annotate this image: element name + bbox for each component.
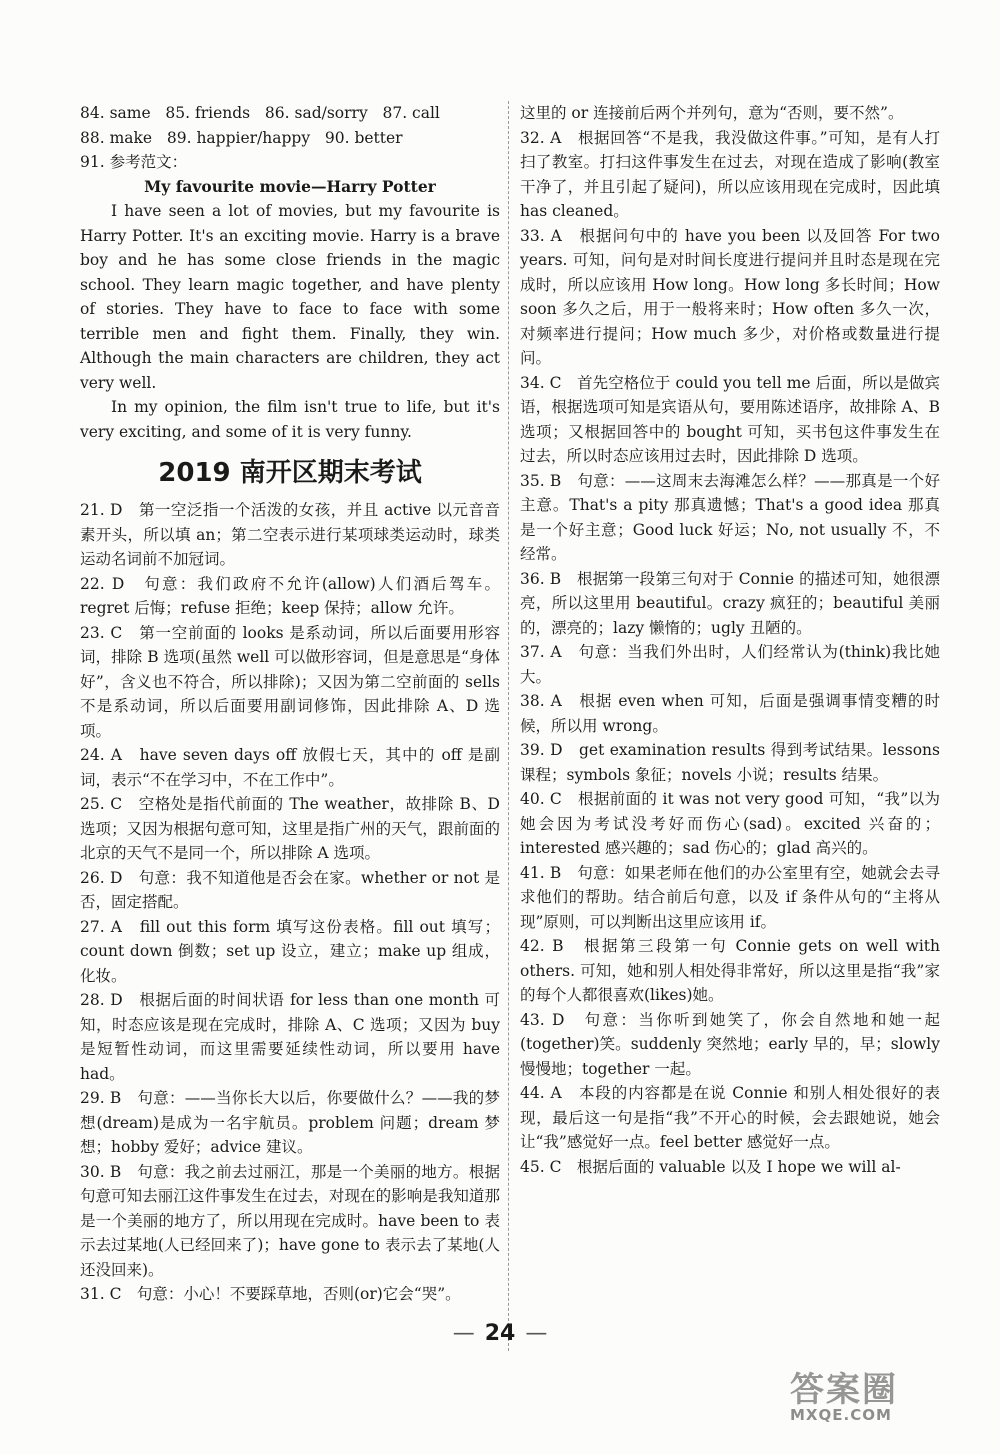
answer-item: 23. C 第一空前面的 looks 是系动词，所以后面要用形容词，排除 B 选项(虽然 well 可以做形容词，但是意思是“身体好”，含义也不符合，所以排除)；又因为第二空前面的 sells 不是系动词，所以后面要用副词修饰，因此排除 A、D 选项。	[80, 623, 500, 740]
answer-item: 这里的 or 连接前后两个并列句，意为“否则，要不然”。	[520, 104, 904, 122]
page-number	[0, 1322, 1000, 1347]
column-divider	[508, 101, 509, 1351]
answer-item: 29. B 句意：——当你长大以后，你要做什么？——我的梦想(dream)是成为一名宇航员。problem 问题；dream 梦想；hobby 爱好；advice 建议。	[80, 1089, 500, 1156]
answer-line: 91. 参考范文：	[80, 153, 188, 171]
answer-item: 43. D 句意：当你听到她笑了，你会自然地和她一起(together)笑。suddenly 突然地；early 早的，早；slowly 慢慢地；together 一起。	[520, 1010, 940, 1078]
answer-item: 25. C 空格处是指代前面的 The weather，故排除 B、D 选项；又因为根据句意可知，这里是指广州的天气，跟前面的北京的天气不是同一个，所以排除 A 选项。	[80, 795, 500, 862]
dash-left: —	[452, 1321, 475, 1346]
answer-item: 41. B 句意：如果老师在他们的办公室里有空，她就会去寻求他们的帮助。结合前后句意，以及 if 条件从句的“主将从现”原则，可以判断出这里应该用 if。	[520, 863, 940, 931]
left-column	[80, 101, 500, 1307]
answer-item: 37. A 句意：当我们外出时，人们经常认为(think)我比她大。	[520, 643, 940, 686]
answer-item: 22. D 句意：我们政府不允许(allow)人们酒后驾车。regret 后悔；refuse 拒绝；keep 保持；allow 允许。	[80, 574, 500, 617]
watermark-cn: 答案圈	[790, 1370, 898, 1410]
answer-item: 24. A have seven days off 放假七天，其中的 off 是副词，表示“不在学习中，不在工作中”。	[80, 746, 500, 789]
essay-paragraph: In my opinion, the film isn't true to life, but it's very exciting, and some of it is very funny.	[80, 398, 500, 441]
answer-item: 26. D 句意：我不知道他是否会在家。whether or not 是否，固定搭配。	[80, 868, 500, 911]
answer-item: 21. D 第一空泛指一个活泼的女孩，并且 active 以元音音素开头，所以填 an；第二空表示进行某项球类运动时，球类运动名词前不加冠词。	[80, 501, 500, 568]
watermark-en: MXQE.COM	[790, 1405, 892, 1424]
answer-line: 84. same 85. friends 86. sad/sorry 87. call	[80, 104, 440, 122]
answer-item: 32. A 根据回答“不是我，我没做这件事。”可知，是有人打扫了教室。打扫这件事发生在过去，对现在造成了影响(教室干净了，并且引起了疑问)，所以应该用现在完成时，因此填 has cleaned。	[520, 128, 940, 220]
answer-line: 88. make 89. happier/happy 90. better	[80, 128, 403, 147]
answer-item: 31. C 句意：小心！不要踩草地，否则(or)它会“哭”。	[80, 1285, 461, 1303]
answer-item: 36. B 根据第一段第三句对于 Connie 的描述可知，她很漂亮，所以这里用 beautiful。crazy 疯狂的；beautiful 美丽的，漂亮的；lazy 懒惰的；ugly 丑陋的。	[520, 569, 940, 637]
essay-title: My favourite movie—Harry Potter	[144, 176, 436, 196]
answer-item: 45. C 根据后面的 valuable 以及 I hope we will al-	[520, 1157, 901, 1176]
answer-item: 38. A 根据 even when 可知，后面是强调事情变糟的时候，所以用 wrong。	[520, 692, 940, 735]
answer-item: 33. A 根据问句中的 have you been 以及回答 For two years. 可知，问句是对时间长度进行提问并且时态是现在完成时，所以应该用 How long。How long 多长时间；How soon 多久之后，用于一般将来时；How often 多久一次，对频率进行提问；How much 多少，对价格或数量进行提问。	[520, 226, 940, 367]
answer-item: 35. B 句意：——这周末去海滩怎么样？——那真是一个好主意。That's a pity 那真遗憾；That's a good idea 那真是一个好主意；Good luck 好运；No, not usually 不，不经常。	[520, 471, 940, 563]
page-number-text: 24	[484, 1321, 516, 1346]
answer-item: 34. C 首先空格位于 could you tell me 后面，所以是做宾语，根据选项可知是宾语从句，要用陈述语序，故排除 A、B 选项；又根据回答中的 bought 可知，买书包这件事发生在过去，所以时态应该用过去时，因此排除 D 选项。	[520, 373, 940, 465]
right-column	[520, 101, 940, 1179]
essay-paragraph: I have seen a lot of movies, but my favourite is Harry Potter. It's an exciting movie. Harry is a brave boy and he has some close friends in the magic school. They learn magic together, and have plenty of stories. They have to face to face with some terrible men and fight them. Finally, they win. Although the main characters are children, they act very well.	[80, 202, 500, 392]
answer-item: 42. B 根据第三段第一句 Connie gets on well with others. 可知，她和别人相处得非常好，所以这里是指“我”家的每个人都很喜欢(likes)她。	[520, 937, 940, 1004]
answer-item: 39. D get examination results 得到考试结果。lessons 课程；symbols 象征；novels 小说；results 结果。	[520, 741, 940, 784]
watermark-logo	[790, 1370, 990, 1450]
answer-item: 27. A fill out this form 填写这份表格。fill out 填写；count down 倒数；set up 设立，建立；make up 组成，化妆。	[80, 917, 500, 985]
answer-item: 40. C 根据前面的 it was not very good 可知，“我”以为她会因为考试没考好而伤心(sad)。excited 兴奋的；interested 感兴趣的；sad 伤心的；glad 高兴的。	[520, 790, 940, 857]
dash-right: —	[525, 1321, 548, 1346]
answer-item: 28. D 根据后面的时间状语 for less than one month 可知，时态应该是现在完成时，排除 A、C 选项；又因为 buy 是短暂性动词，而这里需要延续性动词，所以要用 have had。	[80, 991, 500, 1083]
answer-item: 30. B 句意：我之前去过丽江，那是一个美丽的地方。根据句意可知去丽江这件事发生在过去，对现在的影响是我知道那是一个美丽的地方了，所以用现在完成时。have been to 表示去过某地(人已经回来了)；have gone to 表示去了某地(人还没回来)。	[80, 1162, 500, 1279]
answer-item: 44. A 本段的内容都是在说 Connie 和别人相处很好的表现，最后这一句是指“我”不开心的时候，会去跟她说，她会让“我”感觉好一点。feel better 感觉好一点。	[520, 1084, 940, 1151]
section-title: 2019 南开区期末考试	[158, 458, 422, 488]
